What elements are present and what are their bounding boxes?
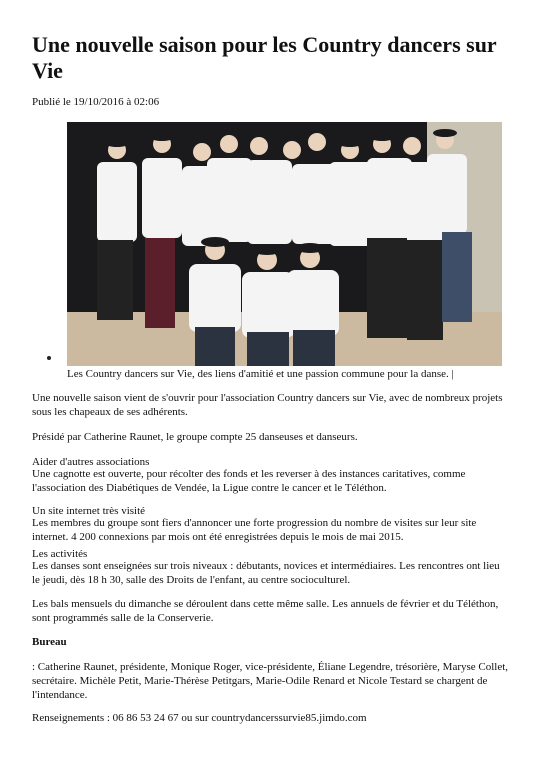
- intro-paragraph: Une nouvelle saison vient de s'ouvrir pour l'association Country dancers sur Vie, avec de nombreux projets sous les chapeaux de ses adhérents.: [32, 392, 503, 418]
- group-photo: [67, 122, 502, 366]
- section-text-associations: Une cagnotte est ouverte, pour récolter des fonds et les reverser à des instances caritatives, comme l'association des Diabétiques de Vendée, la Ligue contre le cancer et le Téléthon.: [32, 468, 466, 494]
- article-title: Une nouvelle saison pour les Country dancers sur Vie: [32, 32, 497, 83]
- section-text-website: Les membres du groupe sont fiers d'annoncer une forte progression du nombre de visites sur leur site internet. 4 200 connexions par mois ont été enregistrées depuis le mois de mai 2015.: [32, 517, 477, 543]
- bureau-paragraph: : Catherine Raunet, présidente, Monique Roger, vice-présidente, Éliane Legendre, trésorière, Maryse Collet, secrétaire. Michèle Petit, Marie-Thérèse Petitgars, Marie-Odile Renard et Nicole Testard se chargent de l'intendance.: [32, 661, 509, 701]
- list-bullet: [47, 356, 51, 360]
- contact-paragraph: Renseignements : 06 86 53 24 67 ou sur countrydancerssurvie85.jimdo.com: [32, 712, 367, 724]
- section-heading-website: Un site internet très visité: [32, 505, 146, 517]
- photo-caption: Les Country dancers sur Vie, des liens d'amitié et une passion commune pour la danse. |: [67, 368, 454, 380]
- publication-date: Publié le 19/10/2016 à 02:06: [32, 96, 160, 108]
- bals-paragraph: Les bals mensuels du dimanche se déroulent dans cette même salle. Les annuels de février et du Téléthon, sont programmés salle de la Conserverie.: [32, 598, 499, 624]
- bureau-heading: Bureau: [32, 636, 67, 648]
- group-photo-illustration: [67, 122, 502, 366]
- president-paragraph: Présidé par Catherine Raunet, le groupe compte 25 danseuses et danseurs.: [32, 431, 358, 443]
- section-text-activities: Les danses sont enseignées sur trois niveaux : débutants, novices et intermédiaires. Les rencontres ont lieu le jeudi, dès 18 h 30, salle des Droits de l'enfant, au centre socioculturel.: [32, 560, 500, 586]
- section-heading-activities: Les activités: [32, 548, 88, 560]
- section-heading-associations: Aider d'autres associations: [32, 456, 150, 468]
